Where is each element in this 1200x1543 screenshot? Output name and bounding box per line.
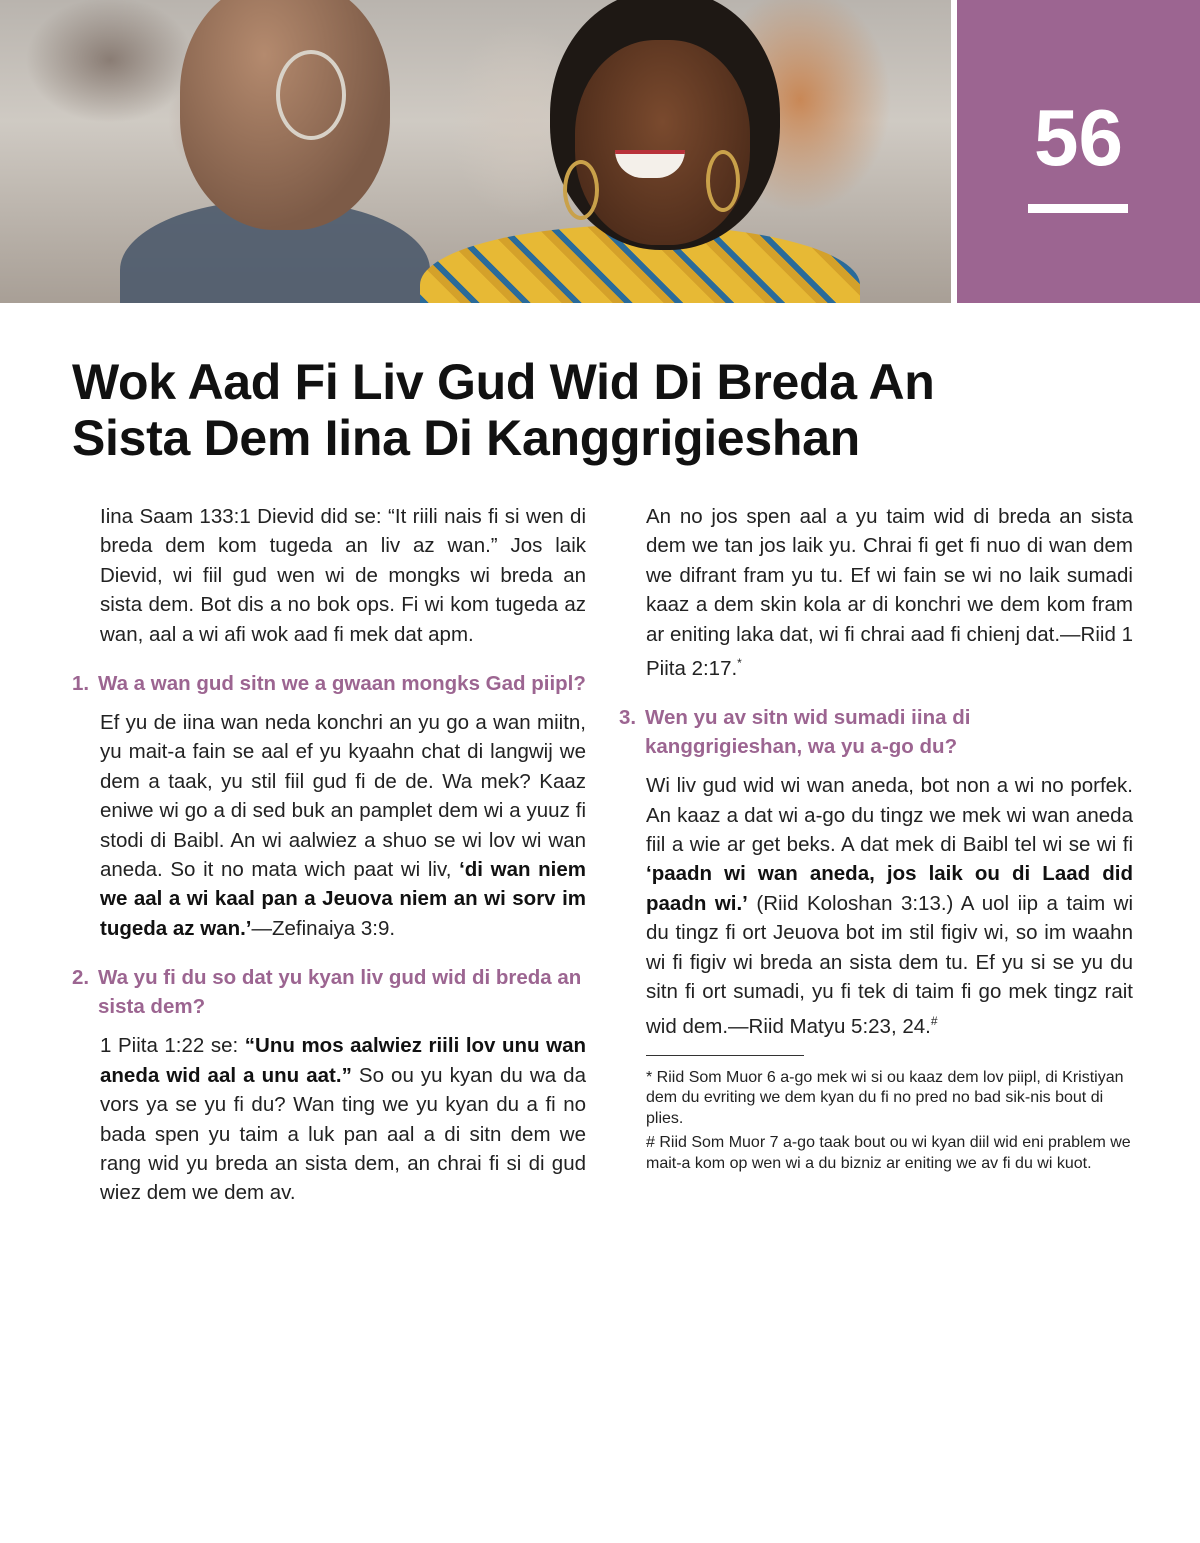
answer-1-reference: —Zefinaiya 3:9. <box>251 916 396 940</box>
footnote-divider <box>646 1055 804 1056</box>
question-1-number: 1. <box>72 672 90 696</box>
left-column <box>72 502 586 1208</box>
footnote-marker-star[interactable]: * <box>737 656 742 671</box>
page-title <box>72 354 1072 466</box>
header-photo <box>0 0 951 303</box>
answer-2-text: 1 Piita 1:22 se: <box>100 1034 245 1058</box>
photo-face <box>575 40 750 245</box>
photo-earring-left <box>563 160 599 220</box>
answer-3-bold-quote: ‘paadn wi wan aneda, jos laik ou di Laad did paadn wi.’ <box>646 862 1133 915</box>
photo-earring-left-person <box>276 50 346 140</box>
question-3-text: Wen yu av sitn wid sumadi iina di kanggrigieshan, wa yu a-go du? <box>645 706 971 759</box>
footnote-2-text: Riid Som Muor 7 a-go taak bout ou wi kyan diil wid eni prablem we mait-a kom op wen wi a du bizniz ar eniting we av fi du wi kuot. <box>646 1134 1131 1172</box>
question-3 <box>619 703 1133 761</box>
answer-2-text-cont: So ou yu kyan du wa da vors ya se yu fi du? Wan ting we yu kyan du a fi no bada spen yu taim a luk pan aal a di sitn dem we rang wid yu breda an sista dem, an chrai fi si di gud wiez dem we dem av. <box>100 1063 586 1205</box>
title-line-1: Wok Aad Fi Liv Gud Wid Di Breda An <box>72 354 935 410</box>
intro-paragraph: Iina Saam 133:1 Dievid did se: “It riili nais fi si wen di breda dem kom tugeda an liv az wan.” Jos laik Dievid, wi fiil gud wen wi de mongks wi breda an sista dem. Bot dis a no bok ops. Fi wi kom tugeda az wan, aal a wi afi wok aad fi mek dat apm. <box>100 505 586 646</box>
footnote-2 <box>619 1133 1133 1174</box>
answer-2-continued-text: An no jos spen aal a yu taim wid di breda an sista dem we tan jos laik yu. Chrai fi get fi nuo di wan dem we difrant fram yu tu. Ef wi fain se wi no laik sumadi kaaz a dem skin kola ar di konchri we dem kom fram ar eniting laka dat, wi fi chrai aad fi chienj dat.—Riid 1 Piita 2:17. <box>646 505 1133 680</box>
question-3-number: 3. <box>619 706 637 730</box>
footnote-1 <box>619 1068 1133 1130</box>
title-line-2: Sista Dem Iina Di Kanggrigieshan <box>72 410 860 466</box>
question-2 <box>72 963 586 1021</box>
question-1 <box>72 669 586 698</box>
lesson-number-badge <box>957 0 1200 303</box>
answer-2-paragraph <box>72 1031 586 1207</box>
footnote-1-text: Riid Som Muor 6 a-go mek wi si ou kaaz dem lov piipl, di Kristiyan dem du evriting we dem kyan du fi no pred no bad sik-nis bout di plies. <box>646 1068 1124 1127</box>
answer-1-paragraph <box>72 708 586 943</box>
answer-1-bold-quote: ‘di wan niem we aal a wi kaal pan a Jeuova niem an wi sorv im tugeda az wan.’ <box>100 858 586 940</box>
question-1-text: Wa a wan gud sitn we a gwaan mongks Gad piipl? <box>98 672 586 696</box>
answer-3-text-cont: (Riid Koloshan 3:13.) A uol iip a taim wi du tingz fi ort Jeuova bot im stil figiv wi, so im waahn wi fi figiv wi breda an sista dem tu. Ef yu si se yu du sitn fi ort sumadi, yu fi tek di taim fi go mek tingz rait wid dem.—Riid Matyu 5:23, 24. <box>646 891 1133 1038</box>
footnote-marker-hash[interactable]: # <box>930 1013 938 1028</box>
answer-3-paragraph <box>619 771 1133 1040</box>
right-column <box>619 502 1133 1178</box>
photo-earring-right <box>706 150 740 212</box>
answer-2-bold-quote: “Unu mos aalwiez riili lov unu wan aneda wid aal a unu aat.” <box>100 1034 587 1087</box>
question-2-number: 2. <box>72 966 90 990</box>
answer-2-continued <box>619 502 1133 683</box>
question-2-text: Wa yu fi du so dat yu kyan liv gud wid di breda an sista dem? <box>98 966 582 1019</box>
lesson-number: 56 <box>1034 93 1123 182</box>
footnote-1-mark: * <box>646 1068 653 1086</box>
footnote-2-mark: # <box>646 1134 655 1152</box>
lesson-number-underline <box>1028 204 1128 213</box>
answer-3-text: Wi liv gud wid wi wan aneda, bot non a wi no porfek. An kaaz a dat wi a-go du tingz we mek wi wan aneda fiil a wie ar get beks. A dat mek di Baibl tel wi se wi fi <box>646 774 1133 857</box>
answer-1-text: Ef yu de iina wan neda konchri an yu go a wan miitn, yu mait-a fain se aal ef yu kyaahn chat di langwij we dem a taak, yu stil fiil gud fi de de. Wa mek? Kaaz eniwe wi go a di sed buk an pamplet dem wi a yuuz fi stodi di Baibl. An wi aalwiez a shuo se wi lov wi wan aneda. So it no mata wich paat wi liv, <box>100 711 586 882</box>
